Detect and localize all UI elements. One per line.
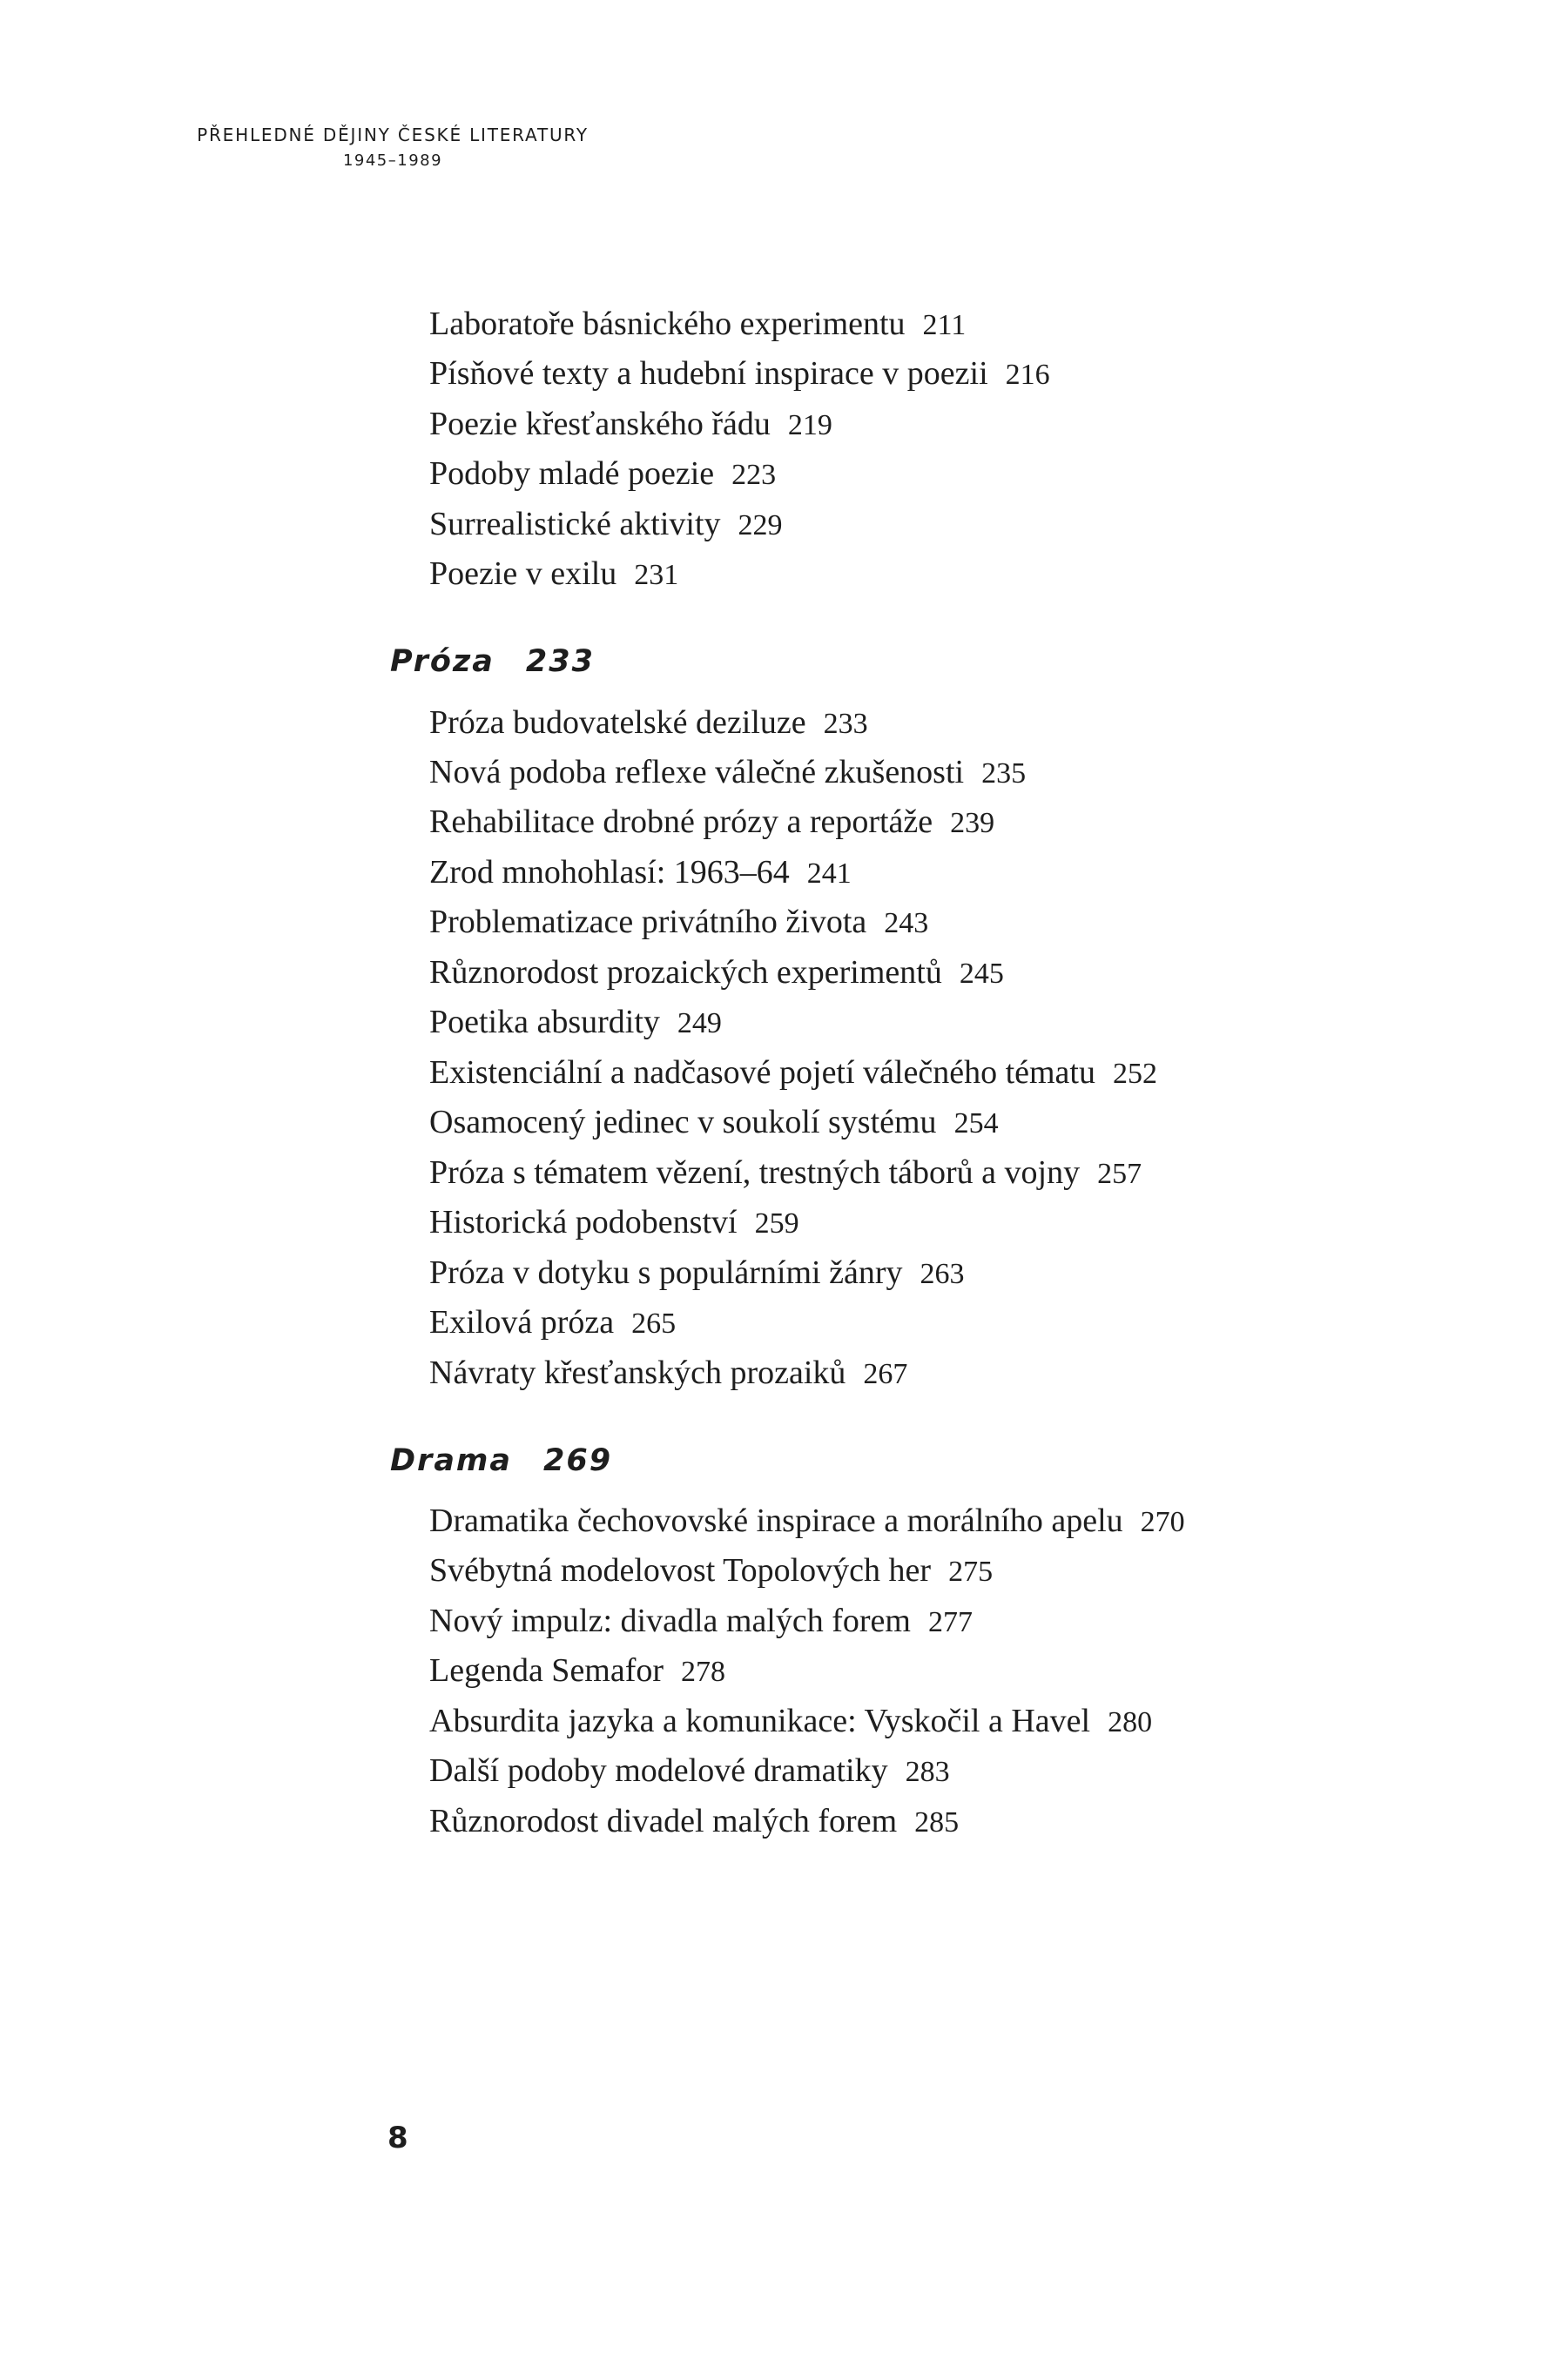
toc-entry-page: 241 [806, 857, 852, 890]
toc-entry [429, 505, 783, 545]
section-title: Drama [390, 1443, 513, 1478]
running-head [162, 122, 623, 174]
toc-entry [429, 1602, 973, 1642]
toc-entry-page: 265 [631, 1308, 677, 1340]
toc-entry-page: 229 [738, 509, 783, 541]
toc-entry-title: Poezie křesťanského řádu [429, 406, 771, 442]
toc-entry [429, 354, 1050, 394]
toc-entry-title: Historická podobenství [429, 1204, 738, 1240]
toc-entry [429, 1053, 1157, 1093]
toc-entry-page: 277 [927, 1606, 973, 1638]
toc-entry-title: Nový impulz: divadla malých forem [429, 1603, 911, 1639]
page-number: 8 [387, 2121, 408, 2155]
toc-entry-page: 252 [1112, 1058, 1157, 1090]
toc-entry-title: Písňové texty a hudební inspirace v poezii [429, 355, 988, 392]
toc-entry [429, 1203, 799, 1243]
toc-entry-page: 243 [884, 907, 929, 939]
toc-entry-title: Nová podoba reflexe válečné zkušenosti [429, 754, 965, 790]
toc-entry-title: Próza s tématem vězení, trestných táborů a vojny [429, 1154, 1081, 1191]
toc-entry-title: Exilová próza [429, 1304, 615, 1341]
book-title: PŘEHLEDNÉ DĚJINY ČESKÉ LITERATURY [197, 124, 589, 145]
toc-entry-page: 216 [1005, 359, 1050, 391]
toc-entry [429, 1103, 999, 1143]
toc-entry [429, 753, 1026, 793]
section-heading-proza [390, 642, 595, 681]
toc-entry-page: 219 [787, 409, 832, 441]
toc-entry [429, 703, 868, 743]
toc-entry [429, 953, 1004, 993]
toc-entry [429, 803, 994, 843]
toc-entry-title: Různorodost prozaických experimentů [429, 954, 942, 991]
toc-entry [429, 555, 678, 595]
toc-entry-title: Absurdita jazyka a komunikace: Vyskočil a Havel [429, 1703, 1091, 1739]
section-page: 269 [543, 1443, 613, 1478]
toc-entry [429, 1153, 1142, 1193]
toc-entry-title: Zrod mnohohlasí: 1963–64 [429, 854, 790, 891]
toc-entry-title: Surrealistické aktivity [429, 506, 721, 542]
toc-entry [429, 853, 852, 893]
toc-entry-title: Poezie v exilu [429, 555, 617, 592]
toc-entry-title: Dramatika čechovovské inspirace a morálního apelu [429, 1503, 1123, 1539]
toc-entry-title: Legenda Semafor [429, 1652, 664, 1689]
book-years: 1945–1989 [342, 151, 443, 170]
toc-entry-page: 235 [981, 757, 1027, 790]
toc-entry [429, 1551, 993, 1591]
toc-entry [429, 1751, 950, 1792]
toc-entry-title: Podoby mladé poezie [429, 455, 715, 492]
toc-entry-title: Návraty křesťanských prozaiků [429, 1355, 846, 1391]
toc-entry-page: 263 [920, 1258, 965, 1290]
toc-entry [429, 1254, 965, 1294]
toc-entry [429, 1303, 676, 1343]
toc-entry-page: 233 [823, 708, 868, 740]
toc-entry-title: Svébytná modelovost Topolových her [429, 1552, 932, 1589]
toc-entry [429, 1802, 959, 1842]
toc-entry-title: Próza budovatelské deziluze [429, 704, 806, 741]
section-page: 233 [525, 644, 595, 679]
toc-entry-title: Rehabilitace drobné prózy a reportáže [429, 803, 933, 840]
toc-entry-title: Poetika absurdity [429, 1004, 660, 1040]
toc-entry-title: Existenciální a nadčasové pojetí válečného tématu [429, 1054, 1095, 1091]
toc-entry-page: 257 [1097, 1158, 1142, 1190]
toc-entry-page: 223 [731, 459, 777, 491]
section-heading-drama [390, 1442, 612, 1480]
toc-entry [429, 1003, 722, 1043]
toc-entry-title: Próza v dotyku s populárními žánry [429, 1254, 903, 1291]
toc-entry-title: Problematizace privátního života [429, 904, 867, 940]
toc-entry-title: Laboratoře básnického experimentu [429, 306, 906, 342]
toc-entry-page: 267 [863, 1358, 908, 1390]
toc-entry [429, 1354, 907, 1394]
toc-entry-page: 231 [634, 559, 679, 591]
toc-entry [429, 1651, 725, 1691]
toc-entry [429, 405, 832, 445]
toc-entry [429, 903, 928, 943]
toc-entry [429, 454, 776, 494]
toc-entry-page: 245 [959, 958, 1004, 990]
toc-entry-title: Další podoby modelové dramatiky [429, 1752, 888, 1789]
toc-entry-page: 249 [677, 1007, 722, 1039]
toc-entry-page: 270 [1140, 1506, 1185, 1538]
toc-entry-page: 211 [922, 309, 967, 341]
toc-entry-page: 283 [905, 1756, 950, 1788]
toc-entry-page: 275 [948, 1556, 994, 1588]
toc-entry [429, 1702, 1152, 1742]
toc-entry-title: Různorodost divadel malých forem [429, 1803, 898, 1839]
toc-entry-title: Osamocený jedinec v soukolí systému [429, 1104, 937, 1140]
toc-entry-page: 278 [681, 1656, 726, 1688]
section-title: Próza [390, 644, 495, 679]
toc-entry-page: 280 [1108, 1706, 1153, 1738]
toc-entry-page: 285 [914, 1806, 960, 1839]
toc-entry [429, 305, 966, 345]
toc-entry [429, 1502, 1185, 1542]
toc-entry-page: 254 [953, 1107, 999, 1140]
toc-entry-page: 239 [950, 807, 995, 839]
toc-entry-page: 259 [754, 1207, 799, 1240]
